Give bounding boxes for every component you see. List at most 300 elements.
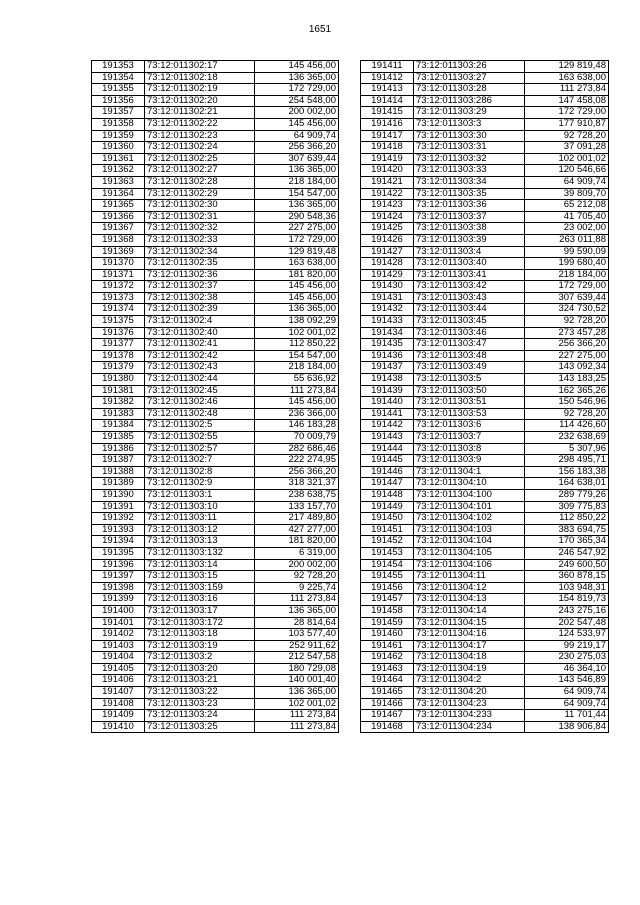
table-row (92, 234, 339, 246)
table-row (92, 489, 339, 501)
cadastral-number-cell: 73:12:011303:1 (145, 489, 255, 501)
record-number-cell: 191440 (361, 397, 414, 409)
amount-cell: 212 547,58 (255, 652, 339, 664)
table-row (361, 374, 609, 386)
record-number-cell: 191451 (361, 524, 414, 536)
amount-cell: 222 274,95 (255, 455, 339, 467)
cadastral-number-cell: 73:12:011304:12 (414, 582, 525, 594)
table-row (361, 652, 609, 664)
cadastral-number-cell: 73:12:011302:37 (145, 281, 255, 293)
table-row (361, 536, 609, 548)
table-row (92, 211, 339, 223)
record-number-cell: 191416 (361, 118, 414, 130)
record-number-cell: 191380 (92, 374, 145, 386)
record-number-cell: 191461 (361, 640, 414, 652)
table-row (361, 675, 609, 687)
record-number-cell: 191391 (92, 501, 145, 513)
record-number-cell: 191354 (92, 72, 145, 84)
record-number-cell: 191406 (92, 675, 145, 687)
table-row (92, 258, 339, 270)
table-row (92, 95, 339, 107)
amount-cell: 39 809,70 (525, 188, 609, 200)
record-number-cell: 191394 (92, 536, 145, 548)
amount-cell: 243 275,16 (525, 605, 609, 617)
table-row (361, 327, 609, 339)
record-number-cell: 191450 (361, 513, 414, 525)
table-row (361, 640, 609, 652)
cadastral-number-cell: 73:12:011303:8 (414, 443, 525, 455)
amount-cell: 147 458,08 (525, 95, 609, 107)
record-number-cell: 191392 (92, 513, 145, 525)
cadastral-number-cell: 73:12:011302:27 (145, 165, 255, 177)
table-row (92, 281, 339, 293)
cadastral-number-cell: 73:12:011302:18 (145, 72, 255, 84)
table-row (92, 165, 339, 177)
record-number-cell: 191423 (361, 200, 414, 212)
table-row (361, 710, 609, 722)
cadastral-number-cell: 73:12:011302:55 (145, 432, 255, 444)
amount-cell: 111 273,84 (255, 594, 339, 606)
amount-cell: 136 365,00 (255, 605, 339, 617)
table-row (361, 188, 609, 200)
cadastral-number-cell: 73:12:011304:16 (414, 629, 525, 641)
table-row (92, 455, 339, 467)
cadastral-number-cell: 73:12:011302:17 (145, 61, 255, 73)
cadastral-number-cell: 73:12:011303:25 (145, 721, 255, 733)
cadastral-number-cell: 73:12:011304:1 (414, 466, 525, 478)
cadastral-number-cell: 73:12:011303:6 (414, 420, 525, 432)
table-row (361, 176, 609, 188)
cadastral-number-cell: 73:12:011303:29 (414, 107, 525, 119)
table-row (92, 200, 339, 212)
amount-cell: 41 705,40 (525, 211, 609, 223)
cadastral-number-cell: 73:12:011303:3 (414, 118, 525, 130)
table-row (361, 524, 609, 536)
table-row (92, 130, 339, 142)
record-number-cell: 191371 (92, 269, 145, 281)
table-row (361, 339, 609, 351)
record-number-cell: 191431 (361, 292, 414, 304)
cadastral-number-cell: 73:12:011303:24 (145, 710, 255, 722)
amount-cell: 256 366,20 (255, 466, 339, 478)
cadastral-number-cell: 73:12:011303:13 (145, 536, 255, 548)
record-number-cell: 191445 (361, 455, 414, 467)
amount-cell: 254 548,00 (255, 95, 339, 107)
amount-cell: 102 001,02 (525, 153, 609, 165)
amount-cell: 202 547,48 (525, 617, 609, 629)
table-row (361, 142, 609, 154)
record-number-cell: 191390 (92, 489, 145, 501)
cadastral-number-cell: 73:12:011302:29 (145, 188, 255, 200)
table-row (361, 211, 609, 223)
amount-cell: 23 002,00 (525, 223, 609, 235)
table-row (361, 489, 609, 501)
amount-cell: 172 729,00 (525, 107, 609, 119)
amount-cell: 136 365,00 (255, 165, 339, 177)
amount-cell: 124 533,97 (525, 629, 609, 641)
cadastral-number-cell: 73:12:011303:9 (414, 455, 525, 467)
cadastral-number-cell: 73:12:011303:159 (145, 582, 255, 594)
table-row (92, 118, 339, 130)
table-row (92, 84, 339, 96)
amount-cell: 114 426,60 (525, 420, 609, 432)
table-row (361, 350, 609, 362)
cadastral-number-cell: 73:12:011303:4 (414, 246, 525, 258)
record-number-cell: 191420 (361, 165, 414, 177)
record-number-cell: 191376 (92, 327, 145, 339)
record-number-cell: 191401 (92, 617, 145, 629)
cadastral-number-cell: 73:12:011304:13 (414, 594, 525, 606)
table-row (92, 397, 339, 409)
amount-cell: 65 212,08 (525, 200, 609, 212)
table-row (361, 594, 609, 606)
record-number-cell: 191388 (92, 466, 145, 478)
cadastral-number-cell: 73:12:011303:39 (414, 234, 525, 246)
table-row (361, 385, 609, 397)
amount-cell: 111 273,84 (255, 385, 339, 397)
table-row (361, 130, 609, 142)
amount-cell: 218 184,00 (255, 362, 339, 374)
amount-cell: 111 273,84 (255, 710, 339, 722)
cadastral-number-cell: 73:12:011302:45 (145, 385, 255, 397)
amount-cell: 136 365,00 (255, 687, 339, 699)
right-table (360, 60, 609, 733)
cadastral-number-cell: 73:12:011304:19 (414, 663, 525, 675)
record-number-cell: 191434 (361, 327, 414, 339)
record-number-cell: 191432 (361, 304, 414, 316)
record-number-cell: 191437 (361, 362, 414, 374)
cadastral-number-cell: 73:12:011303:172 (145, 617, 255, 629)
record-number-cell: 191381 (92, 385, 145, 397)
amount-cell: 172 729,00 (525, 281, 609, 293)
table-row (92, 582, 339, 594)
table-row (92, 571, 339, 583)
table-row (361, 432, 609, 444)
cadastral-number-cell: 73:12:011304:106 (414, 559, 525, 571)
record-number-cell: 191429 (361, 269, 414, 281)
table-row (92, 721, 339, 733)
record-number-cell: 191400 (92, 605, 145, 617)
table-row (361, 269, 609, 281)
record-number-cell: 191395 (92, 547, 145, 559)
cadastral-number-cell: 73:12:011302:21 (145, 107, 255, 119)
cadastral-number-cell: 73:12:011302:9 (145, 478, 255, 490)
table-row (361, 200, 609, 212)
table-row (361, 443, 609, 455)
table-row (361, 118, 609, 130)
amount-cell: 138 906,84 (525, 721, 609, 733)
amount-cell: 145 456,00 (255, 61, 339, 73)
table-row (92, 408, 339, 420)
record-number-cell: 191373 (92, 292, 145, 304)
table-row (361, 721, 609, 733)
record-number-cell: 191436 (361, 350, 414, 362)
record-number-cell: 191364 (92, 188, 145, 200)
record-number-cell: 191430 (361, 281, 414, 293)
table-row (361, 362, 609, 374)
record-number-cell: 191424 (361, 211, 414, 223)
amount-cell: 145 456,00 (255, 397, 339, 409)
cadastral-number-cell: 73:12:011303:21 (145, 675, 255, 687)
amount-cell: 227 275,00 (255, 223, 339, 235)
table-row (361, 292, 609, 304)
record-number-cell: 191458 (361, 605, 414, 617)
record-number-cell: 191459 (361, 617, 414, 629)
amount-cell: 163 638,00 (525, 72, 609, 84)
cadastral-number-cell: 73:12:011303:47 (414, 339, 525, 351)
amount-cell: 236 366,00 (255, 408, 339, 420)
record-number-cell: 191463 (361, 663, 414, 675)
record-number-cell: 191412 (361, 72, 414, 84)
amount-cell: 140 001,40 (255, 675, 339, 687)
cadastral-number-cell: 73:12:011303:38 (414, 223, 525, 235)
amount-cell: 298 495,71 (525, 455, 609, 467)
table-row (92, 524, 339, 536)
cadastral-number-cell: 73:12:011303:12 (145, 524, 255, 536)
table-row (92, 513, 339, 525)
record-number-cell: 191409 (92, 710, 145, 722)
cadastral-number-cell: 73:12:011302:38 (145, 292, 255, 304)
amount-cell: 46 364,10 (525, 663, 609, 675)
record-number-cell: 191453 (361, 547, 414, 559)
cadastral-number-cell: 73:12:011304:2 (414, 675, 525, 687)
amount-cell: 256 366,20 (525, 339, 609, 351)
amount-cell: 290 548,36 (255, 211, 339, 223)
table-row (92, 559, 339, 571)
amount-cell: 218 184,00 (525, 269, 609, 281)
amount-cell: 289 779,26 (525, 489, 609, 501)
amount-cell: 138 092,29 (255, 316, 339, 328)
table-row (361, 72, 609, 84)
record-number-cell: 191359 (92, 130, 145, 142)
record-number-cell: 191433 (361, 316, 414, 328)
amount-cell: 5 307,96 (525, 443, 609, 455)
cadastral-number-cell: 73:12:011304:23 (414, 698, 525, 710)
table-row (92, 269, 339, 281)
record-number-cell: 191408 (92, 698, 145, 710)
amount-cell: 181 820,00 (255, 536, 339, 548)
table-row (361, 223, 609, 235)
cadastral-number-cell: 73:12:011302:19 (145, 84, 255, 96)
table-row (361, 501, 609, 513)
record-number-cell: 191441 (361, 408, 414, 420)
amount-cell: 136 365,00 (255, 200, 339, 212)
record-number-cell: 191454 (361, 559, 414, 571)
cadastral-number-cell: 73:12:011303:34 (414, 176, 525, 188)
amount-cell: 92 728,20 (525, 130, 609, 142)
table-row (361, 513, 609, 525)
amount-cell: 64 909,74 (525, 687, 609, 699)
cadastral-number-cell: 73:12:011302:44 (145, 374, 255, 386)
amount-cell: 199 680,40 (525, 258, 609, 270)
table-row (92, 362, 339, 374)
cadastral-number-cell: 73:12:011303:11 (145, 513, 255, 525)
amount-cell: 282 686,46 (255, 443, 339, 455)
amount-cell: 200 002,00 (255, 107, 339, 119)
amount-cell: 99 219,17 (525, 640, 609, 652)
record-number-cell: 191460 (361, 629, 414, 641)
record-number-cell: 191368 (92, 234, 145, 246)
record-number-cell: 191369 (92, 246, 145, 258)
record-number-cell: 191447 (361, 478, 414, 490)
record-number-cell: 191386 (92, 443, 145, 455)
table-row (92, 547, 339, 559)
table-row (92, 594, 339, 606)
cadastral-number-cell: 73:12:011303:28 (414, 84, 525, 96)
cadastral-number-cell: 73:12:011304:102 (414, 513, 525, 525)
record-number-cell: 191414 (361, 95, 414, 107)
cadastral-number-cell: 73:12:011302:25 (145, 153, 255, 165)
table-row (361, 397, 609, 409)
table-row (361, 281, 609, 293)
cadastral-number-cell: 73:12:011302:8 (145, 466, 255, 478)
cadastral-number-cell: 73:12:011302:48 (145, 408, 255, 420)
amount-cell: 103 948,31 (525, 582, 609, 594)
record-number-cell: 191374 (92, 304, 145, 316)
record-number-cell: 191387 (92, 455, 145, 467)
record-number-cell: 191449 (361, 501, 414, 513)
cadastral-number-cell: 73:12:011303:50 (414, 385, 525, 397)
record-number-cell: 191385 (92, 432, 145, 444)
record-number-cell: 191418 (361, 142, 414, 154)
amount-cell: 238 638,75 (255, 489, 339, 501)
record-number-cell: 191356 (92, 95, 145, 107)
amount-cell: 217 489,80 (255, 513, 339, 525)
amount-cell: 150 546,96 (525, 397, 609, 409)
amount-cell: 103 577,40 (255, 629, 339, 641)
cadastral-number-cell: 73:12:011302:5 (145, 420, 255, 432)
amount-cell: 246 547,92 (525, 547, 609, 559)
record-number-cell: 191455 (361, 571, 414, 583)
amount-cell: 64 909,74 (525, 176, 609, 188)
amount-cell: 136 365,00 (255, 72, 339, 84)
table-row (361, 605, 609, 617)
table-row (92, 640, 339, 652)
table-row (361, 663, 609, 675)
record-number-cell: 191452 (361, 536, 414, 548)
amount-cell: 172 729,00 (255, 234, 339, 246)
table-row (361, 316, 609, 328)
amount-cell: 263 011,88 (525, 234, 609, 246)
cadastral-number-cell: 73:12:011303:37 (414, 211, 525, 223)
table-row (92, 176, 339, 188)
table-row (361, 165, 609, 177)
record-number-cell: 191413 (361, 84, 414, 96)
cadastral-number-cell: 73:12:011302:41 (145, 339, 255, 351)
cadastral-number-cell: 73:12:011302:30 (145, 200, 255, 212)
table-row (361, 466, 609, 478)
record-number-cell: 191407 (92, 687, 145, 699)
cadastral-number-cell: 73:12:011303:33 (414, 165, 525, 177)
record-number-cell: 191366 (92, 211, 145, 223)
record-number-cell: 191456 (361, 582, 414, 594)
record-number-cell: 191383 (92, 408, 145, 420)
cadastral-number-cell: 73:12:011303:35 (414, 188, 525, 200)
record-number-cell: 191439 (361, 385, 414, 397)
record-number-cell: 191382 (92, 397, 145, 409)
amount-cell: 11 701,44 (525, 710, 609, 722)
table-row (92, 374, 339, 386)
record-number-cell: 191444 (361, 443, 414, 455)
record-number-cell: 191353 (92, 61, 145, 73)
cadastral-number-cell: 73:12:011303:43 (414, 292, 525, 304)
table-row (361, 258, 609, 270)
cadastral-number-cell: 73:12:011302:31 (145, 211, 255, 223)
cadastral-number-cell: 73:12:011302:46 (145, 397, 255, 409)
amount-cell: 252 911,62 (255, 640, 339, 652)
cadastral-number-cell: 73:12:011303:10 (145, 501, 255, 513)
cadastral-number-cell: 73:12:011303:22 (145, 687, 255, 699)
amount-cell: 318 321,37 (255, 478, 339, 490)
amount-cell: 360 878,15 (525, 571, 609, 583)
cadastral-number-cell: 73:12:011303:36 (414, 200, 525, 212)
cadastral-number-cell: 73:12:011303:49 (414, 362, 525, 374)
record-number-cell: 191360 (92, 142, 145, 154)
amount-cell: 37 091,28 (525, 142, 609, 154)
amount-cell: 156 183,38 (525, 466, 609, 478)
record-number-cell: 191355 (92, 84, 145, 96)
table-row (92, 385, 339, 397)
table-row (92, 107, 339, 119)
amount-cell: 129 819,48 (255, 246, 339, 258)
amount-cell: 102 001,02 (255, 327, 339, 339)
cadastral-number-cell: 73:12:011302:20 (145, 95, 255, 107)
table-row (92, 292, 339, 304)
amount-cell: 145 456,00 (255, 281, 339, 293)
amount-cell: 427 277,00 (255, 524, 339, 536)
cadastral-number-cell: 73:12:011303:51 (414, 397, 525, 409)
record-number-cell: 191375 (92, 316, 145, 328)
amount-cell: 154 547,00 (255, 188, 339, 200)
table-row (361, 455, 609, 467)
table-row (361, 478, 609, 490)
table-row (92, 72, 339, 84)
amount-cell: 164 638,01 (525, 478, 609, 490)
cadastral-number-cell: 73:12:011302:42 (145, 350, 255, 362)
table-row (361, 687, 609, 699)
cadastral-number-cell: 73:12:011304:103 (414, 524, 525, 536)
table-row (92, 246, 339, 258)
amount-cell: 249 600,50 (525, 559, 609, 571)
table-row (92, 304, 339, 316)
amount-cell: 99 590,09 (525, 246, 609, 258)
table-row (92, 687, 339, 699)
cadastral-number-cell: 73:12:011303:26 (414, 61, 525, 73)
cadastral-number-cell: 73:12:011303:27 (414, 72, 525, 84)
amount-cell: 170 365,34 (525, 536, 609, 548)
table-row (92, 188, 339, 200)
cadastral-number-cell: 73:12:011303:31 (414, 142, 525, 154)
record-number-cell: 191384 (92, 420, 145, 432)
record-number-cell: 191465 (361, 687, 414, 699)
record-number-cell: 191422 (361, 188, 414, 200)
amount-cell: 112 850,22 (255, 339, 339, 351)
record-number-cell: 191421 (361, 176, 414, 188)
table-row (92, 350, 339, 362)
table-row (92, 698, 339, 710)
amount-cell: 307 639,44 (255, 153, 339, 165)
table-row (92, 710, 339, 722)
cadastral-number-cell: 73:12:011302:22 (145, 118, 255, 130)
table-row (92, 605, 339, 617)
record-number-cell: 191448 (361, 489, 414, 501)
table-row (92, 153, 339, 165)
record-number-cell: 191372 (92, 281, 145, 293)
cadastral-number-cell: 73:12:011302:28 (145, 176, 255, 188)
amount-cell: 92 728,20 (255, 571, 339, 583)
table-row (361, 84, 609, 96)
cadastral-number-cell: 73:12:011304:100 (414, 489, 525, 501)
